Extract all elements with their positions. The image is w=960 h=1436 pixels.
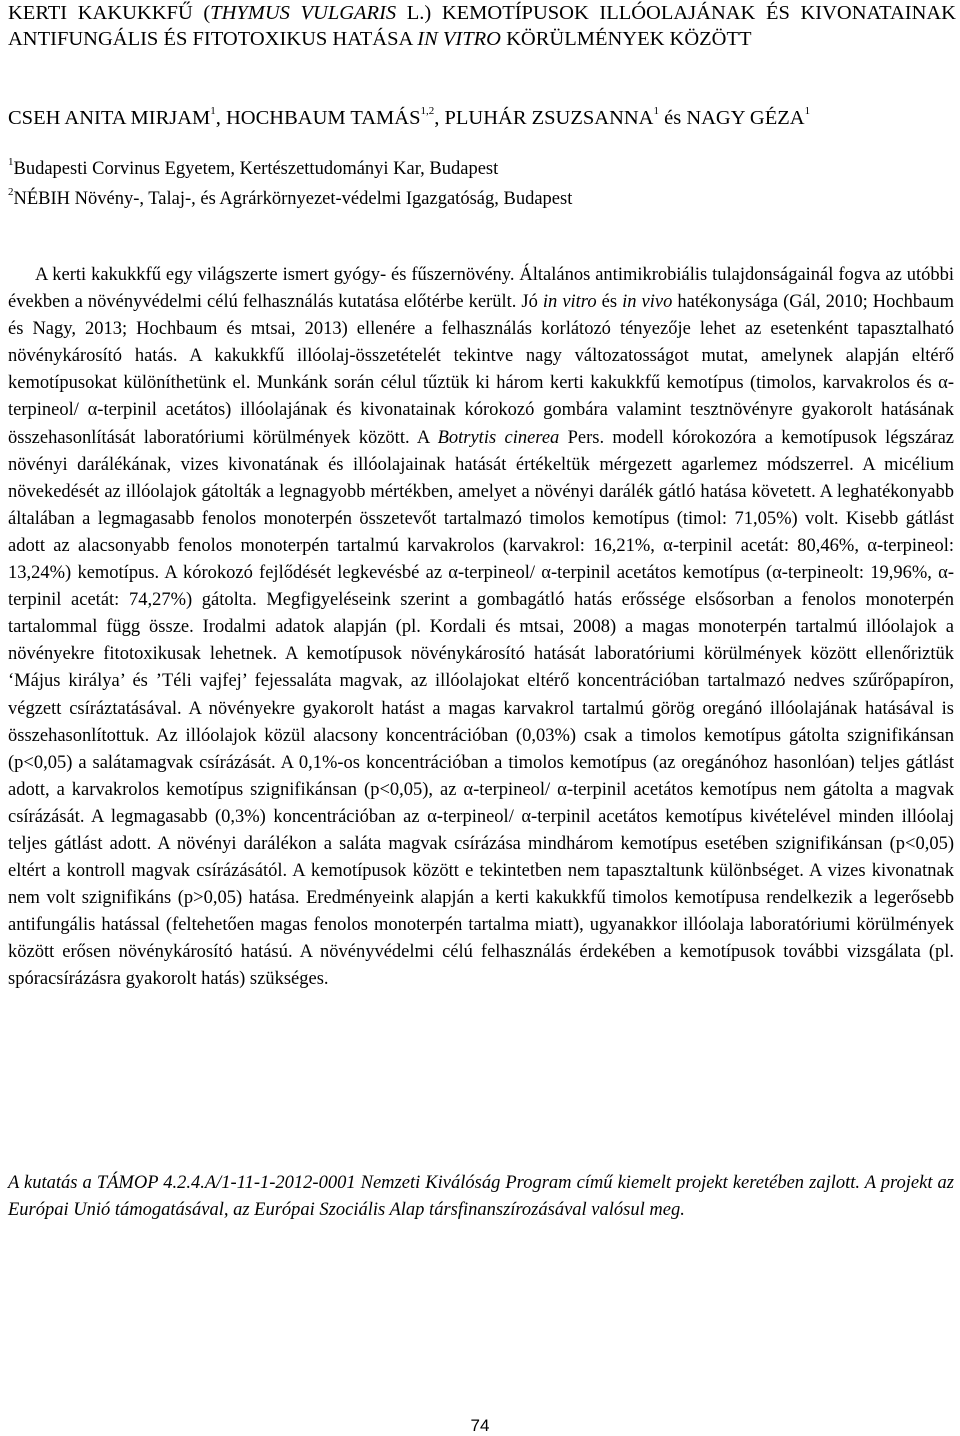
author-2: , HOCHBAUM TAMÁS xyxy=(215,107,421,129)
affiliation-1-text: Budapesti Corvinus Egyetem, Kertészettudományi Kar, Budapest xyxy=(13,159,499,179)
affiliation-2 xyxy=(8,186,956,212)
title-in-vitro: IN VITRO xyxy=(417,28,501,50)
author-list xyxy=(8,104,956,132)
author-1-affil: 1 xyxy=(210,105,216,118)
page-number: 74 xyxy=(470,1416,490,1435)
abstract-text-2: és xyxy=(596,292,623,313)
abstract-paragraph xyxy=(8,262,954,994)
title-part-1: KERTI KAKUKKFŰ ( xyxy=(8,2,211,24)
paper-title xyxy=(8,0,956,52)
abstract-text-1: A kerti kakukkfű egy világszerte ismert gyógy- és fűszernövény. Általános antimikrobiális tulajdonságainál fogva az utóbbi években a növényvédelmi célú felhasználás kutatása előtérbe került. Jó xyxy=(8,265,954,313)
abstract-botrytis: Botrytis cinerea xyxy=(437,427,560,448)
affiliation-1-marker: 1 xyxy=(8,155,14,168)
affiliation-1 xyxy=(8,156,956,182)
author-1: CSEH ANITA MIRJAM xyxy=(8,107,211,129)
title-latin-name: THYMUS VULGARIS xyxy=(210,2,397,24)
author-3: , PLUHÁR ZSUZSANNA xyxy=(434,107,654,129)
abstract-text-3: hatékonysága (Gál, 2010; Hochbaum és Nagy, 2013; Hochbaum és mtsai, 2013) ellenére a felhasználás korlátozó tényezője lehet az esetenként tapasztalható növénykárosító hatás. A kakukkfű illóolaj-összetételét tekintve nagy változatosságot mutat, amelynek alapján eltérő kemotípusokat különíthetünk el. Munkánk során célul tűztük ki három kerti kakukkfű kemotípus (timolos, karvakrolos és α-terpineol/ α-terpinil acetátos) illóolajának és kivonatainak kórokozó gombára valamint tesztnövényre gyakorolt hatásának összehasonlítását laboratóriumi körülmények között. A xyxy=(8,292,954,448)
title-part-3: KÖRÜLMÉNYEK KÖZÖTT xyxy=(500,28,752,50)
author-4: és NAGY GÉZA xyxy=(659,107,805,129)
author-2-affil: 1,2 xyxy=(420,105,435,118)
abstract-in-vivo: in vivo xyxy=(622,292,673,313)
affiliation-2-text: NÉBIH Növény-, Talaj-, és Agrárkörnyezet-védelmi Igazgatóság, Budapest xyxy=(13,189,573,209)
abstract-text-4: Pers. modell kórokozóra a kemotípusok légszáraz növényi darálékának, vizes kivonatának és illóolajainak hatását értékeltük mérgezett agarlemez módszerrel. A micélium növekedését az illóolajok gátolták a legnagyobb mértékben, amelyet a növényi darálék gátló hatása követett. A leghatékonyabb általában a legmagasabb fenolos monoterpén összetevőt tartalmazó timolos kemotípus (timol: 71,05%) volt. Kisebb gátlást adott az alacsonyabb fenolos monoterpén tartalmú karvakrolos (karvakrol: 16,21%, α-terpinil acetát: 80,46%, α-terpineol: 13,24%) kemotípus. A kórokozó fejlődését legkevésbé az α-terpineol/ α-terpinil acetátos kemotípus (α-terpineolt: 19,96%, α-terpinil acetát: 74,27%) gátolta. Megfigyeléseink szerint a gombagátló hatás erőssége elsősorban a fenolos monoterpén tartalommal függ össze. Irodalmi adatok alapján (pl. Kordali és mtsai, 2008) a magas monoterpén tartalmú illóolajok a növényekre fitotoxikusak lehetnek. A kemotípusok növénykárosító hatását laboratóriumi körülmények között ellenőriztük ‘Május királya’ és ’Téli vajfej’ fejessaláta magvak, az illóolajokat eltérő koncentrációban tartalmazó nedves szűrőpapíron, végzett csíráztatásával. A növényekre gyakorolt hatást a magas karvakrol tartalmú görög oregánó illóolajának hatásával is összehasonlítottuk. Az illóolajok közül alacsony koncentrációban (0,03%) csak a timolos kemotípus gátolta szignifikánsan (p<0,05) a salátamagvak csírázását. A 0,1%-os koncentrációban a timolos kemotípus (az oregánóhoz hasonlóan) teljes gátlást adott, a karvakrolos kemotípus szignifikánsan (p<0,05), az α-terpineol/ α-terpinil acetátos kemotípus nem gátolta a magvak csírázását. A legmagasabb (0,3%) koncentrációban az α-terpineol/ α-terpinil acetátos kemotípus kivételével minden illóolaj teljes gátlást adott. A növényi darálékon a saláta magvak csírázása mindhárom kemotípus esetében szignifikánsan (p<0,05) eltért a kontroll magvak csírázásától. A kemotípusok között e tekintetben nem tapasztaltunk különbséget. A vizes kivonatnak nem volt szignifikáns (p>0,05) hatása. Eredményeink alapján a kerti kakukkfű timolos kemotípusa rendelkezik a legerősebb antifungális hatással (feltehetően magas fenolos monoterpén tartalma miatt), ugyanakkor illóolaja laboratóriumi körülmények között erősen növénykárosító hatású. A növényvédelmi célú felhasználás érdekében a kemotípusok további vizsgálata (pl. spóracsírázásra gyakorolt hatás) szükséges. xyxy=(8,427,954,990)
author-3-affil: 1 xyxy=(653,105,659,118)
abstract-in-vitro: in vitro xyxy=(542,292,597,313)
author-4-affil: 1 xyxy=(804,105,811,118)
affiliation-2-marker: 2 xyxy=(8,185,14,198)
title-part-2: L.) KEMOTÍPUSOK ILLÓOLAJÁNAK ÉS KIVONATAINAK ANTIFUNGÁLIS ÉS FITOTOXIKUS HATÁSA xyxy=(8,2,956,50)
funding-acknowledgement: A kutatás a TÁMOP 4.2.4.A/1-11-1-2012-0001 Nemzeti Kiválóság Program című kiemelt projekt keretében zajlott. A projekt az Európai Unió támogatásával, az Európai Szociális Alap társfinanszírozásával valósul meg. xyxy=(8,1173,954,1220)
